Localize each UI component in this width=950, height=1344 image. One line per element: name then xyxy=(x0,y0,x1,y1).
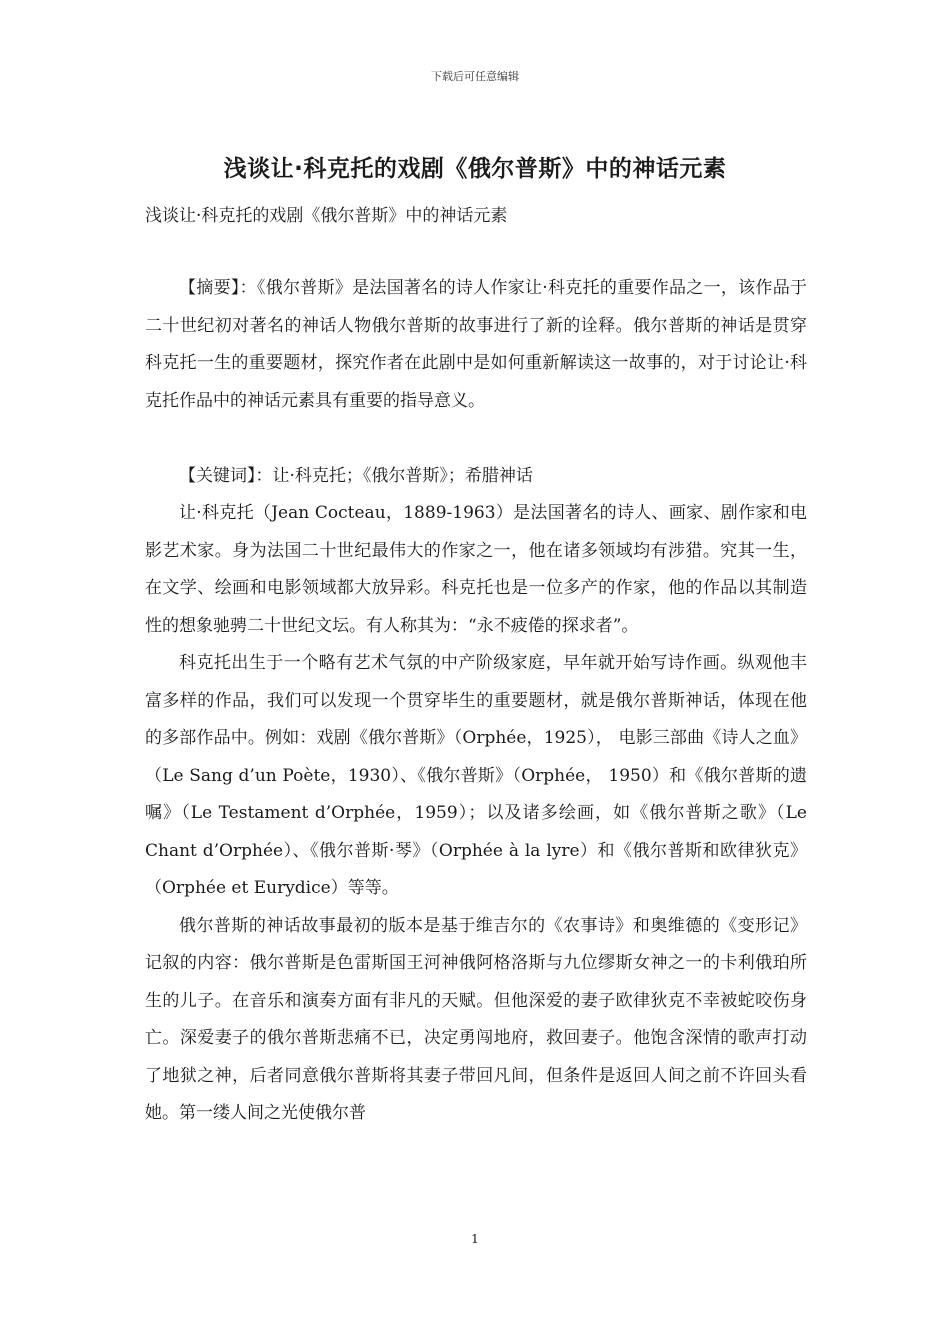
spacer xyxy=(145,420,807,458)
keywords-paragraph: 【关键词】：让·科克托；《俄尔普斯》；希腊神话 xyxy=(179,465,533,486)
page-number: 1 xyxy=(471,1232,479,1246)
document-body xyxy=(145,270,807,1133)
document-title: 浅谈让·科克托的戏剧《俄尔普斯》中的神话元素 xyxy=(223,156,727,182)
body-paragraph: 科克托出生于一个略有艺术气氛的中产阶级家庭，早年就开始写诗作画。纵观他丰富多样的作品，我们可以发现一个贯穿毕生的重要题材，就是俄尔普斯神话，体现在他的多部作品中。例如：戏剧《俄尔普斯》（Orphée，1925）， 电影三部曲《诗人之血》（Le Sang d’un Poète，1930）、《俄尔普斯》（Orphée， 1950）和《俄尔普斯的遗嘱》（Le Testament d’Orphée，1959）；以及诸多绘画，如《俄尔普斯之歌》（Le Chant d’Orphée）、《俄尔普斯·琴》（Orphée à la lyre）和《俄尔普斯和欧律狄克》（Orphée et Eurydice）等等。 xyxy=(145,653,807,898)
document-subtitle: 浅谈让·科克托的戏剧《俄尔普斯》中的神话元素 xyxy=(145,206,508,226)
abstract-paragraph: 【摘要】：《俄尔普斯》是法国著名的诗人作家让·科克托的重要作品之一，该作品于二十世纪初对著名的神话人物俄尔普斯的故事进行了新的诠释。俄尔普斯的神话是贯穿科克托一生的重要题材，探究作者在此剧中是如何重新解读这一故事的，对于讨论让·科克托作品中的神话元素具有重要的指导意义。 xyxy=(145,278,807,411)
body-paragraph: 让·科克托（Jean Cocteau，1889-1963）是法国著名的诗人、画家、剧作家和电影艺术家。身为法国二十世纪最伟大的作家之一，他在诸多领域均有涉猎。究其一生，在文学、绘画和电影领域都大放异彩。科克托也是一位多产的作家，他的作品以其制造性的想象驰骋二十世纪文坛。有人称其为：“永不疲倦的探求者”。 xyxy=(145,503,807,636)
body-paragraph: 俄尔普斯的神话故事最初的版本是基于维吉尔的《农事诗》和奥维德的《变形记》记叙的内容：俄尔普斯是色雷斯国王河神俄阿格洛斯与九位缪斯女神之一的卡利俄珀所生的儿子。在音乐和演奏方面有非凡的天赋。但他深爱的妻子欧律狄克不幸被蛇咬伤身亡。深爱妻子的俄尔普斯悲痛不已，决定勇闯地府，救回妻子。他饱含深情的歌声打动了地狱之神，后者同意俄尔普斯将其妻子带回凡间，但条件是返回人间之前不许回头看她。第一缕人间之光使俄尔普 xyxy=(145,915,807,1123)
page-header: 下载后可任意编辑 xyxy=(431,70,519,83)
